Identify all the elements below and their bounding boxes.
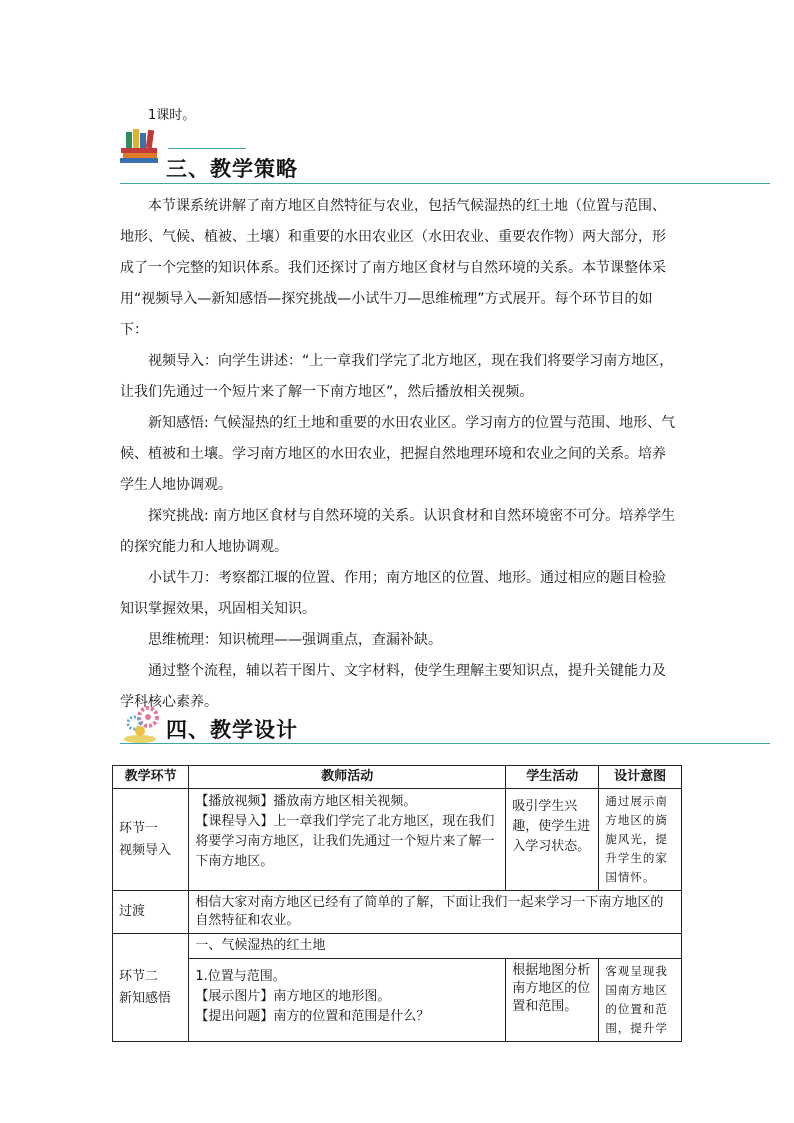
table-row [113,789,682,891]
section4-title: 四、教学设计 [166,718,298,742]
header-teacher: 教师活动 [189,766,506,789]
section3-body [120,191,678,718]
table-header-row [113,766,682,789]
paragraph: 探究挑战: 南方地区食材与自然环境的关系。认识食材和自然环境密不可分。培养学生的探究能力和人地协调观。 [120,508,676,555]
row1-stage: 环节一 视频导入 [113,789,189,891]
row1-teacher: 【播放视频】播放南方地区相关视频。 【课程导入】上一章我们学完了北方地区，现在我们将要学习南方地区，让我们先通过一个短片来了解一下南方地区。 [189,789,506,891]
header-stage: 教学环节 [113,766,189,789]
row3-teacher: 1.位置与范围。 【展示图片】南方地区的地形图。 【提出问题】南方的位置和范围是什么？ [189,959,506,1042]
row3-subheading: 一、气候湿热的红土地 [189,934,682,959]
table-row [113,959,682,1042]
paragraph: 本节课系统讲解了南方地区自然特征与农业，包括气候湿热的红土地（位置与范围、地形、气候、植被、土壤）和重要的水田农业区（水田农业、重要农作物）两大部分，形成了一个完整的知识体系。我们还探讨了南方地区食材与自然环境的关系。本节课整体采用“视频导入—新知感悟—探究挑战—小试牛刀—思维梳理”方式展开。每个环节目的如下： [120,198,666,338]
row1-intent: 通过展示南方地区的旖旎风光，提升学生的家国情怀。 [599,789,682,891]
paragraph: 新知感悟: 气候湿热的红土地和重要的水田农业区。学习南方的位置与范围、地形、气候、植被和土壤。学习南方地区的水田农业，把握自然地理环境和农业之间的关系。培养学生人地协调观。 [120,415,676,493]
section4-rule [120,743,770,744]
teaching-design-table [112,765,682,1042]
section3-short-rule [168,148,246,149]
row3-student: 根据地图分析南方地区的位置和范围。 [506,959,599,1042]
table-row [113,934,682,959]
row1-student: 吸引学生兴趣，使学生进入学习状态。 [506,789,599,891]
row2-teacher: 相信大家对南方地区已经有了简单的了解，下面让我们一起来学习一下南方地区的自然特征和农业。 [189,891,682,934]
gears-icon [120,703,164,743]
paragraph: 思维梳理：知识梳理——强调重点，查漏补缺。 [148,632,442,648]
books-icon [118,124,162,168]
row3-intent: 客观呈现我国南方地区的位置和范围，提升学 [599,959,682,1042]
row2-stage: 过渡 [113,891,189,934]
paragraph: 视频导入：向学生讲述：“上一章我们学完了北方地区，现在我们将要学习南方地区，让我们先通过一个短片来了解一下南方地区”，然后播放相关视频。 [120,353,674,400]
paragraph: 小试牛刀：考察都江堰的位置、作用；南方地区的位置、地形。通过相应的题目检验知识掌握效果，巩固相关知识。 [120,570,666,617]
page-top-text: 1课时。 [148,108,196,123]
section3-rule [120,183,770,184]
header-student: 学生活动 [506,766,599,789]
table-row [113,891,682,934]
section3-title: 三、教学策略 [166,157,298,181]
paragraph: 通过整个流程，辅以若干图片、文字材料，使学生理解主要知识点，提升关键能力及学科核心素养。 [120,663,666,710]
row3-stage: 环节二 新知感悟 [113,934,189,1042]
header-intent: 设计意图 [599,766,682,789]
